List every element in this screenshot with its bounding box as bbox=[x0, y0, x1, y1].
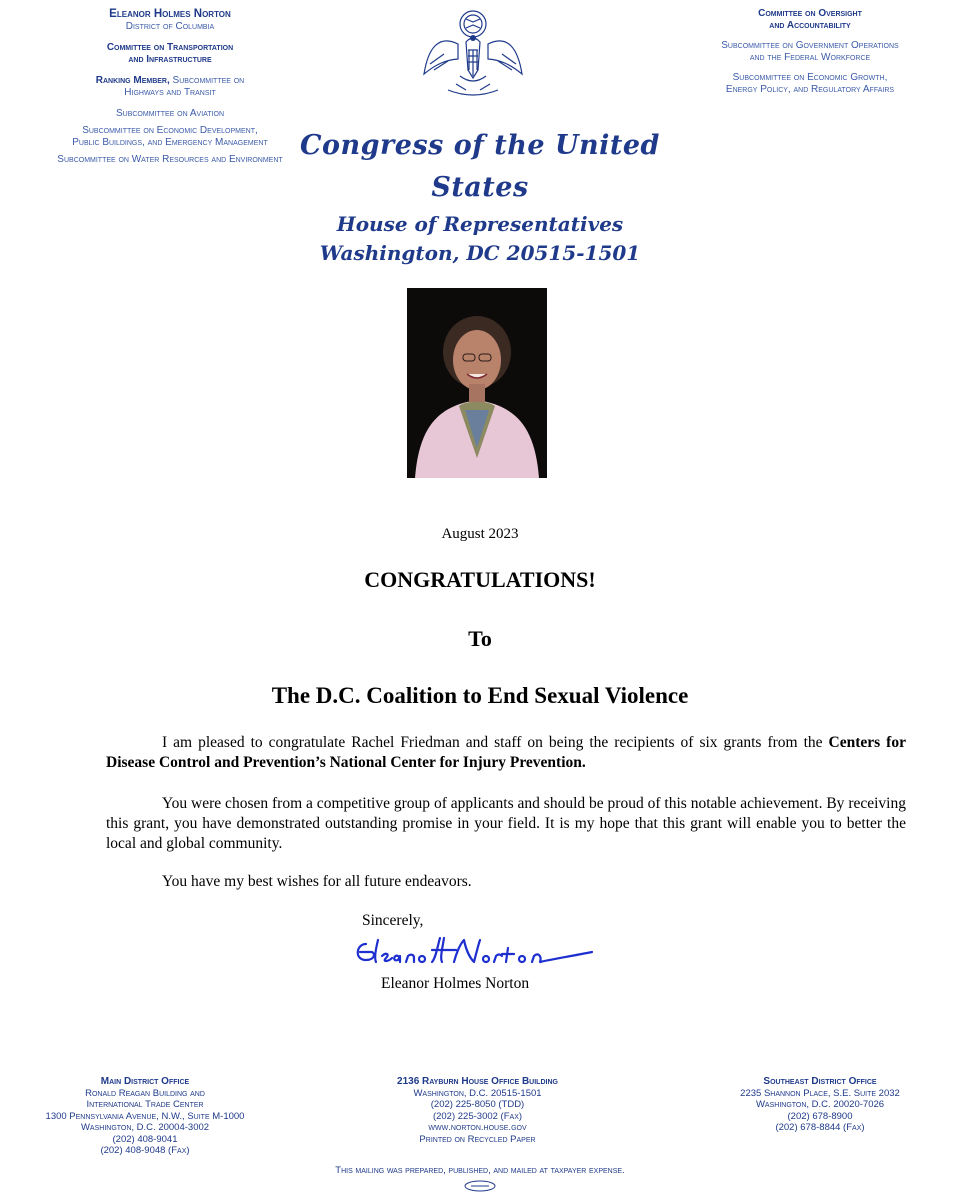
portrait-photo bbox=[407, 288, 547, 478]
ranking-member-line: Ranking Member, Subcommittee on Highways and Transit bbox=[95, 75, 245, 98]
committee-transportation: Committee on Transportation and Infrastructure bbox=[106, 42, 234, 65]
footer-rayburn-office: 2136 Rayburn House Office Building Washington, D.C. 20515-1501 (202) 225-8050 (TDD) (202) 225-3002 (Fax) www.norton.house.gov Printed on Recycled Paper bbox=[355, 1076, 600, 1145]
subcommittee-water: Subcommittee on Water Resources and Environment bbox=[57, 154, 283, 165]
header-left-column bbox=[40, 8, 300, 171]
footer-right-title: Southeast District Office bbox=[763, 1076, 877, 1087]
recipient-organization: The D.C. Coalition to End Sexual Violence bbox=[271, 683, 689, 708]
subcommittee-aviation: Subcommittee on Aviation bbox=[115, 108, 225, 119]
union-bug-icon bbox=[463, 1179, 497, 1193]
letterhead-title bbox=[270, 125, 690, 267]
member-name: Eleanor Holmes Norton bbox=[109, 8, 231, 20]
subcommittee-government-operations: Subcommittee on Government Operations and the Federal Workforce bbox=[721, 40, 899, 63]
letterhead-house: House of Representatives bbox=[336, 212, 624, 236]
paragraph-1: I am pleased to congratulate Rachel Friedman and staff on being the recipients of six grants from the Centers for Disease Control and Prevention’s National Center for Injury Prevention. bbox=[106, 734, 906, 771]
headline: CONGRATULATIONS! bbox=[364, 567, 596, 592]
taxpayer-disclaimer: This mailing was prepared, published, and mailed at taxpayer expense. bbox=[335, 1165, 625, 1176]
footer-southeast-office: Southeast District Office 2235 Shannon Place, S.E. Suite 2032 Washington, D.C. 20020-7026 (202) 678-8900 (202) 678-8844 (Fax) bbox=[720, 1076, 920, 1134]
paragraph-2: You were chosen from a competitive group of applicants and should be proud of this notable achievement. By receiving this grant, you have demonstrated outstanding promise in your field. It is my hope that this grant will enable you to better the local and global community. bbox=[106, 795, 906, 852]
member-district: District of Columbia bbox=[125, 21, 215, 32]
committee-oversight: Committee on Oversight and Accountability bbox=[758, 8, 862, 31]
cdc-center-name: Centers for Disease Control and Prevention’s National Center for Injury Prevention. bbox=[106, 734, 906, 771]
to-line: To bbox=[468, 626, 492, 651]
letter-date: August 2023 bbox=[441, 526, 519, 542]
signer-name: Eleanor Holmes Norton bbox=[381, 975, 530, 992]
letterhead-congress: Congress of the United States bbox=[300, 130, 660, 203]
footer-mid-title: 2136 Rayburn House Office Building bbox=[397, 1076, 558, 1087]
paragraph-3: You have my best wishes for all future endeavors. bbox=[162, 873, 472, 890]
header-right-column bbox=[700, 8, 920, 104]
signature-icon bbox=[352, 930, 604, 974]
subcommittee-economic-growth: Subcommittee on Economic Growth, Energy Policy, and Regulatory Affairs bbox=[725, 72, 895, 95]
footer-main-district-office: Main District Office Ronald Reagan Building and International Trade Center 1300 Pennsylvania Avenue, N.W., Suite M-1000 Washington, D.C. 20004-3002 (202) 408-9041 (202) 408-9048 (Fax) bbox=[30, 1076, 260, 1157]
footer-left-title: Main District Office bbox=[100, 1076, 190, 1087]
closing: Sincerely, bbox=[362, 912, 424, 929]
great-seal-icon bbox=[418, 4, 528, 104]
subcommittee-economic-development: Subcommittee on Economic Development, Public Buildings, and Emergency Management bbox=[72, 125, 268, 148]
letterhead-address: Washington, DC 20515-1501 bbox=[319, 241, 641, 265]
